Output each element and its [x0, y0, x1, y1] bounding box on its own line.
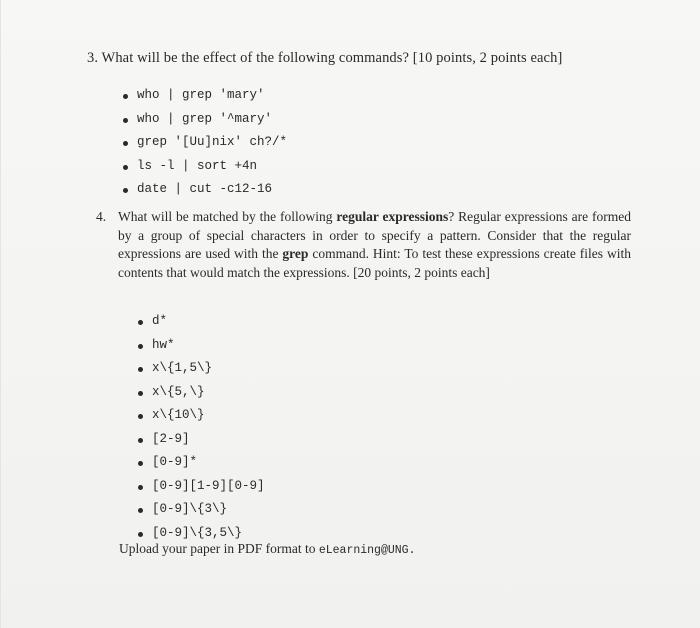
regex-text: [0-9][1-9][0-9]: [152, 478, 265, 493]
regex-text: [0-9]\{3,5\}: [152, 525, 243, 540]
intro-grep-term: grep: [282, 246, 309, 261]
regex-text: d*: [152, 314, 168, 328]
question-4-block: [96, 208, 631, 282]
bullet-icon: [138, 414, 143, 419]
upload-text: Upload your paper in PDF format to: [119, 541, 319, 556]
command-text: who | grep '^mary': [137, 111, 273, 126]
bullet-icon: [138, 320, 143, 325]
question-4-number: 4.: [96, 209, 107, 224]
intro-text-b: ? Regular expressions are formed by a group of special characters in order to specify a pattern. Consider that the regular expressions are used with the: [118, 209, 631, 261]
regex-text: x\{5,\}: [152, 384, 205, 399]
bullet-icon: [138, 344, 143, 349]
intro-text-c: command. Hint: To test these expressions create files with contents that would match the expressions. [20 points, 2 points each]: [118, 246, 631, 280]
elearning-site: eLearning@UNG.: [318, 544, 416, 557]
bullet-icon: [123, 188, 128, 193]
bullet-icon: [138, 391, 143, 396]
command-text: grep '[Uu]nix' ch?/*: [137, 135, 288, 149]
upload-instruction: [119, 541, 415, 557]
bullet-icon: [138, 485, 143, 490]
intro-text-a: What will be matched by the following: [118, 209, 337, 224]
regex-text: [2-9]: [152, 431, 190, 446]
bullet-icon: [138, 367, 143, 372]
bullet-icon: [123, 141, 128, 146]
bullet-icon: [123, 94, 128, 99]
regex-text: [0-9]*: [152, 455, 198, 469]
intro-bold-term: regular expressions: [336, 209, 449, 224]
command-text: date | cut -c12-16: [137, 182, 273, 196]
bullet-icon: [138, 532, 143, 537]
bullet-icon: [138, 508, 143, 513]
regex-text: x\{1,5\}: [152, 361, 213, 375]
question-4-intro: [118, 208, 631, 282]
bullet-icon: [138, 438, 143, 443]
command-text: who | grep 'mary': [137, 88, 265, 102]
bullet-icon: [123, 165, 128, 170]
command-text: ls -l | sort +4n: [137, 158, 258, 173]
bullet-icon: [138, 461, 143, 466]
question-3-title: 3. What will be the effect of the following commands? [10 points, 2 points each]: [87, 50, 563, 66]
regex-text: [0-9]\{3\}: [152, 502, 228, 516]
regex-text: hw*: [152, 337, 175, 352]
regex-text: x\{10\}: [152, 408, 205, 422]
bullet-icon: [123, 118, 128, 123]
